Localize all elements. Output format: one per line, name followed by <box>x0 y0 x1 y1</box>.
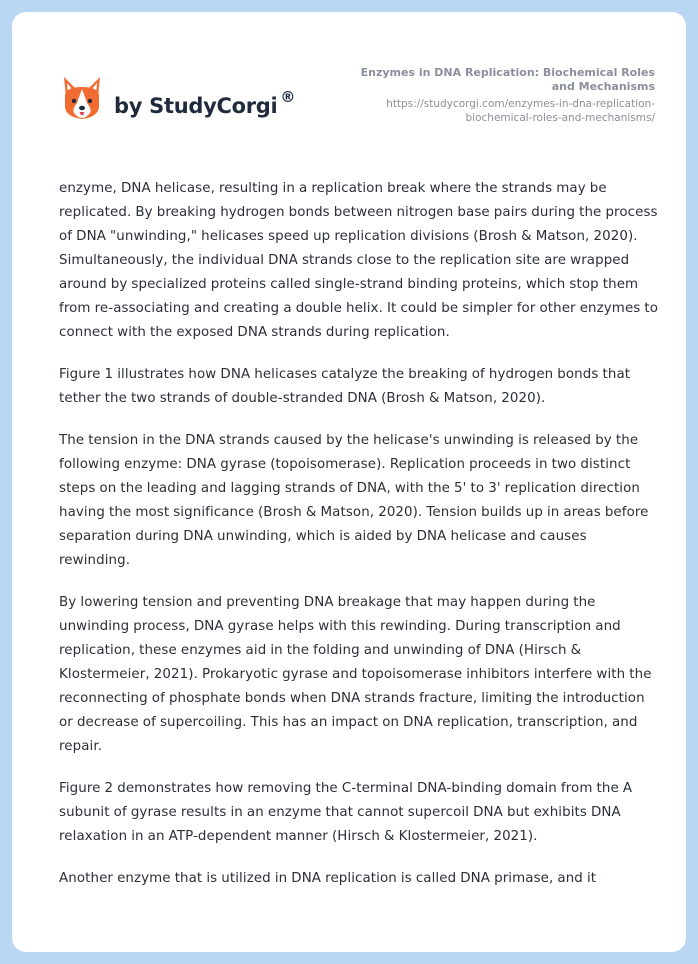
logo-wordmark: by StudyCorgi ® <box>114 88 296 118</box>
paragraph: Figure 2 demonstrates how removing the C-terminal DNA-binding domain from the A subunit of gyrase results in an enzyme that cannot supercoil DNA but exhibits DNA relaxation in an ATP-dependent manner (Hirsch & Klostermeier, 2021). <box>59 781 633 844</box>
document-body <box>59 177 659 909</box>
paragraph: The tension in the DNA strands caused by the helicase's unwinding is released by the following enzyme: DNA gyrase (topoisomerase). Replication proceeds in two distinct steps on the leading and lagging strands of DNA, with the 5' to 3' replication direction having the most significance (Brosh & Matson, 2020). Tension builds up in areas before separation during DNA unwinding, which is aided by DNA helicase and causes rewinding. <box>59 433 649 568</box>
paragraph: By lowering tension and preventing DNA breakage that may happen during the unwinding process, DNA gyrase helps with this rewinding. During transcription and replication, these enzymes aid in the folding and unwinding of DNA (Hirsch & Klostermeier, 2021). Prokaryotic gyrase and topoisomerase inhibitors interfere with the reconnecting of phosphate bonds when DNA strands fracture, limiting the introduction or decrease of supercoiling. This has an impact on DNA replication, transcription, and repair. <box>59 595 652 754</box>
paragraph: Another enzyme that is utilized in DNA replication is called DNA primase, and it <box>59 871 597 886</box>
paragraph: enzyme, DNA helicase, resulting in a replication break where the strands may be replicated. By breaking hydrogen bonds between nitrogen base pairs during the process of DNA "unwinding," helicases speed up replication divisions (Brosh & Matson, 2020). Simultaneously, the individual DNA strands close to the replication site are wrapped around by specialized proteins called single-strand binding proteins, which stop them from re-associating and creating a double helix. It could be simpler for other enzymes to connect with the exposed DNA strands during replication. <box>59 181 659 340</box>
registered-mark: ® <box>280 88 296 106</box>
document-page <box>12 12 686 952</box>
corgi-icon <box>60 75 104 123</box>
paragraph: Figure 1 illustrates how DNA helicases catalyze the breaking of hydrogen bonds that tether the two strands of double-stranded DNA (Brosh & Matson, 2020). <box>59 367 631 406</box>
document-url[interactable]: https://studycorgi.com/enzymes-in-dna-replication-biochemical-roles-and-mechanisms/ <box>386 98 655 124</box>
document-title: Enzymes in DNA Replication: Biochemical Roles and Mechanisms <box>360 66 655 93</box>
studycorgi-logo[interactable] <box>60 75 295 123</box>
document-meta <box>345 66 655 125</box>
